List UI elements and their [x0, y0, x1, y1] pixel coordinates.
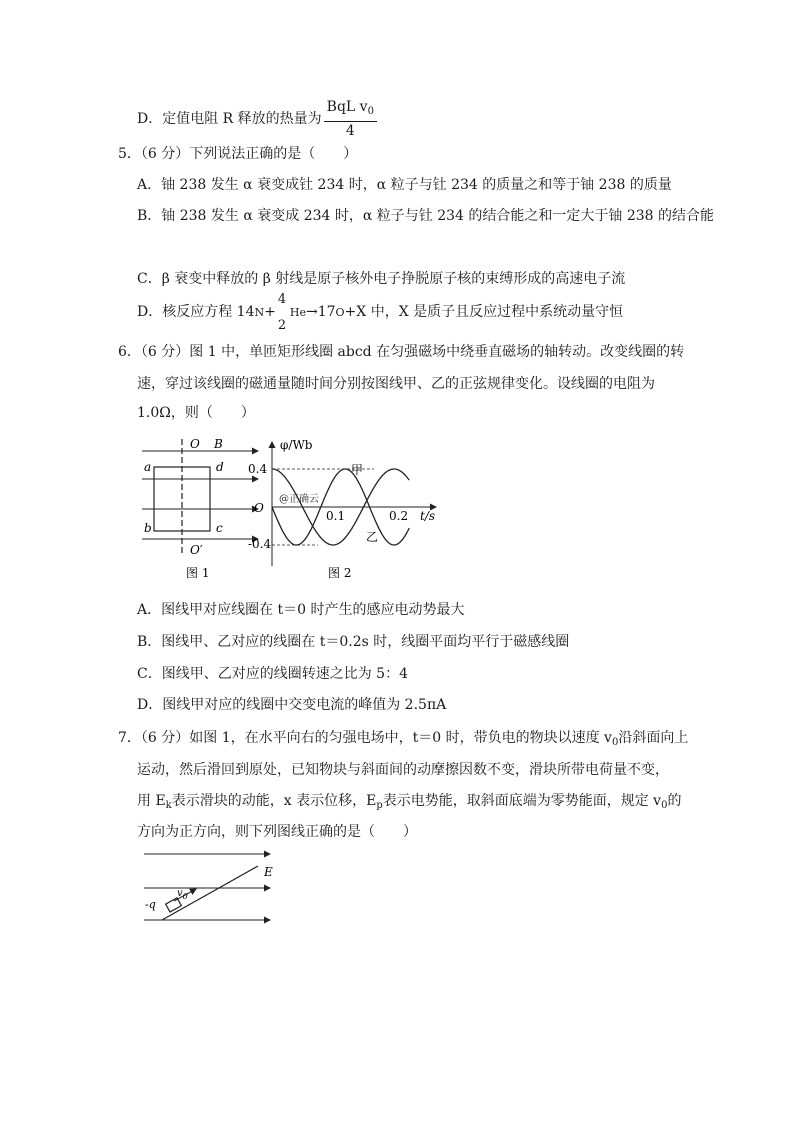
fig1-label-b: B	[214, 437, 223, 451]
q7-s3a: 用 E	[137, 793, 166, 809]
fig2-x-label: t/s	[420, 509, 436, 523]
q6-stem-line1: 6．（6 分）图 1 中，单匝矩形线圈 abcd 在匀强磁场中绕垂直磁场的轴转动。改变线圈的转	[118, 344, 685, 360]
q6-option-b: B．图线甲、乙对应的线圈在 t＝0.2s 时，线圈平面均平行于磁感线圈	[137, 634, 570, 650]
q6-figure-2	[248, 436, 448, 584]
q5-optd-o: O	[335, 306, 345, 319]
q5-stem: 5．（6 分）下列说法正确的是（ ）	[118, 146, 358, 162]
q7-s3b: 表示滑块的动能，x 表示位移，E	[171, 793, 377, 809]
q5-optd-nuclide	[276, 292, 290, 333]
q5-optd-n: N	[254, 306, 265, 319]
fig2-caption: 图 2	[328, 566, 352, 580]
q7-label-v: $v_0$	[177, 888, 188, 901]
q5-option-c: C．β 衰变中释放的 β 射线是原子核外电子挣脱原子核的束缚形成的高速电子流	[137, 271, 626, 287]
q6-figure-1	[140, 436, 268, 584]
fig1-label-d: d	[216, 460, 224, 474]
q7-s3-sub: 0	[661, 800, 668, 811]
fig1-label-o: O	[190, 437, 200, 451]
fig1-label-a: a	[144, 460, 152, 474]
q6-option-a: A．图线甲对应线圈在 t＝0 时产生的感应电动势最大	[137, 602, 465, 618]
fig2-label-yi: 乙	[366, 530, 379, 544]
q6-option-c: C．图线甲、乙对应的线圈转速之比为 5：4	[137, 666, 408, 682]
fig1-caption: 图 1	[186, 566, 210, 580]
q4-frac-numerator: BqL v	[326, 99, 368, 115]
q4-option-d-text: D．定值电阻 R 释放的热量为	[137, 111, 322, 127]
fig2-tick-0.4: 0.4	[248, 462, 268, 476]
q7-figure	[140, 846, 280, 930]
q7-s1-sub: 0	[611, 737, 619, 748]
fig2-tick-neg-0.4: -0.4	[248, 537, 272, 551]
q4-frac-denominator: 4	[345, 123, 355, 139]
q7-stem-line3	[137, 791, 681, 816]
q5-optd-arrow: →17	[305, 304, 336, 320]
q5-option-d	[137, 292, 624, 333]
fig1-label-c: c	[216, 521, 223, 535]
q7-stem-line1	[118, 728, 688, 753]
q7-s3-k: k	[165, 800, 172, 811]
fig2-y-label: φ/Wb	[280, 438, 313, 452]
fig2-tick-0.2: 0.2	[389, 509, 409, 523]
q5-optd-rest: +X 中，X 是质子且反应过程中系统动量守恒	[344, 304, 624, 320]
fig2-origin: O	[254, 501, 264, 515]
fig2-label-jia: 甲	[351, 463, 364, 477]
q5-optd-start: D．核反应方程 14	[137, 304, 255, 320]
q5-optd-plus: +	[264, 304, 276, 320]
q7-s1a: 7．（6 分）如图 1，在水平向右的匀强电场中，t＝0 时，带负电的物块以速度 v	[118, 730, 612, 746]
q4-frac-num-sub: 0	[367, 106, 374, 117]
q7-s1b: 沿斜面向上	[618, 730, 689, 746]
q6-stem-line2: 速，穿过该线圈的磁通量随时间分别按图线甲、乙的正弦规律变化。设线圈的电阻为	[137, 376, 655, 392]
q7-label-charge: -q	[145, 898, 156, 911]
field-lines	[142, 451, 258, 539]
q7-s3c: 表示电势能，取斜面底端为零势能面，规定 v	[382, 793, 662, 809]
q7-field-lines	[144, 854, 270, 920]
fig2-watermark: @正确云	[279, 494, 319, 505]
q5-option-a: A．铀 238 发生 α 衰变成钍 234 时，α 粒子与钍 234 的质量之和等于铀 238 的质量	[137, 177, 672, 193]
q6-stem-line3: 1.0Ω，则（ ）	[137, 405, 255, 421]
q6-option-d: D．图线甲对应的线圈中交变电流的峰值为 2.5πA	[137, 697, 447, 713]
q5-optd-he: He	[289, 306, 306, 319]
q7-stem-line4: 方向为正方向，则下列图线正确的是（ ）	[137, 824, 417, 840]
q7-s3-p: p	[376, 800, 383, 811]
q7-label-e: E	[264, 865, 273, 879]
q5-nuclide-mass: 4	[277, 292, 287, 307]
q4-option-d-fraction	[324, 98, 377, 140]
q5-option-b: B．铀 238 发生 α 衰变成 234 时，α 粒子与钍 234 的结合能之和一定大于铀 238 的结合能	[137, 208, 715, 224]
q5-nuclide-charge: 2	[277, 318, 287, 333]
fig2-tick-0.1: 0.1	[326, 509, 346, 523]
q7-stem-line2: 运动，然后滑回到原处，已知物块与斜面间的动摩擦因数不变，滑块所带电荷量不变，	[137, 762, 669, 778]
q4-option-d	[137, 98, 377, 140]
fig1-label-oprime: O′	[190, 543, 203, 557]
q7-s3d: 的	[667, 793, 682, 809]
fig1-label-b-corner: b	[144, 521, 152, 535]
